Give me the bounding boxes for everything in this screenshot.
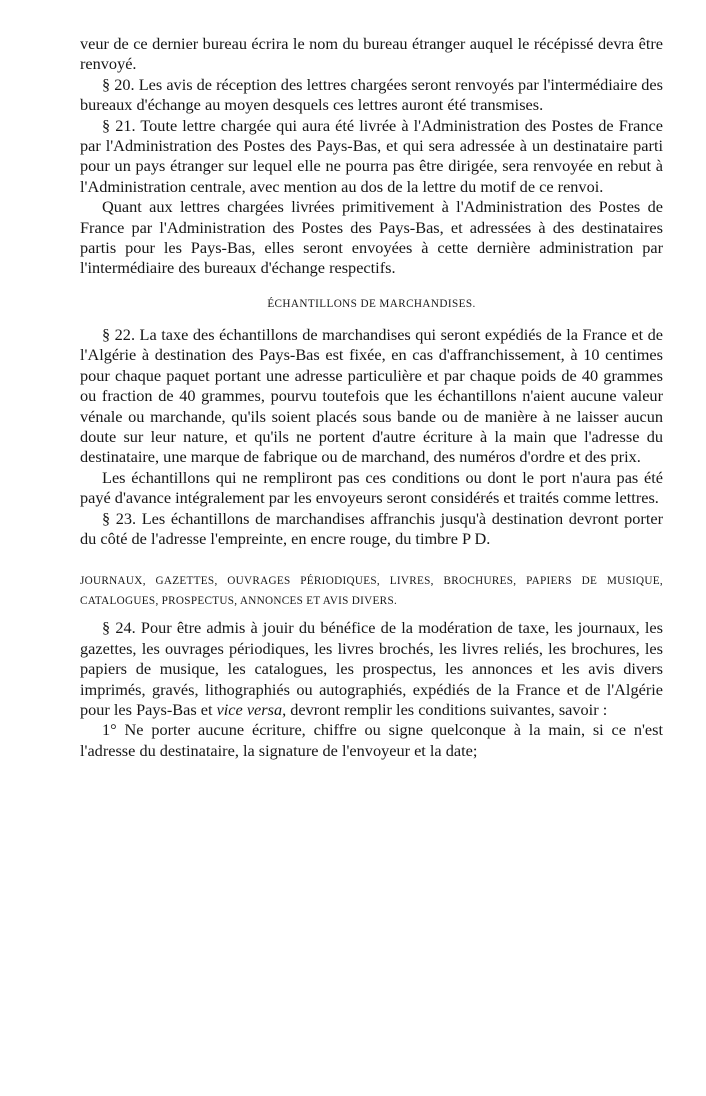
- paragraph-23: § 23. Les échantillons de marchandises affranchis jusqu'à destination devront porter du côté de l'adresse l'empreinte, en encre rouge, du timbre P D.: [80, 508, 663, 548]
- paragraph-24: [80, 618, 663, 720]
- paragraph-22-continued: Les échantillons qui ne rempliront pas ces conditions ou dont le port n'aura pas été payé d'avance intégralement par les envoyeurs seront considérés et traités comme lettres.: [80, 467, 663, 508]
- paragraph-24-item-1: 1° Ne porter aucune écriture, chiffre ou signe quelconque à la main, si ce n'est l'adresse du destinataire, la signature de l'envoyeur et la date;: [80, 720, 663, 760]
- section-heading-journaux: JOURNAUX, GAZETTES, OUVRAGES PÉRIODIQUES, LIVRES, BROCHURES, PAPIERS DE MUSIQUE, CATALOGUES, PROSPECTUS, ANNONCES ET AVIS DIVERS.: [80, 575, 663, 608]
- document-page: [80, 34, 663, 761]
- section-heading-echantillons: ÉCHANTILLONS DE MARCHANDISES.: [267, 297, 476, 310]
- paragraph-21: § 21. Toute lettre chargée qui aura été livrée à l'Administration des Postes de France par l'Administration des Postes des Pays-Bas, et qui sera adressée à un destinataire parti pour un pays étranger sur lequel elle ne pourra pas être dirigée, sera renvoyée en rebut à l'Administration centrale, avec mention au dos de la lettre du motif de ce renvoi.: [80, 115, 663, 196]
- paragraph-22: § 22. La taxe des échantillons de marchandises qui seront expédiés de la France et de l'Algérie à destination des Pays-Bas est fixée, en cas d'affranchissement, à 10 centimes pour chaque paquet portant une adresse particulière et par chaque poids de 40 grammes ou fraction de 40 grammes, pourvu toutefois que les échantillons n'aient aucune valeur vénale ou marchande, qu'ils soient placés sous bande ou de manière à ne laisser aucun doute sur leur nature, et qu'ils ne portent d'autre écriture à la main que l'adresse du destinataire, une marque de fabrique ou de marchand, des numéros d'ordre et des prix.: [80, 324, 663, 467]
- paragraph-continuation: veur de ce dernier bureau écrira le nom du bureau étranger auquel le récépissé devra être renvoyé.: [80, 34, 663, 74]
- paragraph-21-continued: Quant aux lettres chargées livrées primitivement à l'Administration des Postes de France par l'Administration des Postes des Pays-Bas, et adressées à des destinataires partis pour les Pays-Bas, elles seront envoyées à cette dernière administration par l'intermédiaire des bureaux d'échange respectifs.: [80, 197, 663, 278]
- paragraph-24-text: § 24. Pour être admis à jouir du bénéfice de la modération de taxe, les journaux, les gazettes, les ouvrages périodiques, les livres brochés, les livres reliés, les brochures, les papiers de musique, les catalogues, les prospectus, les annonces et les avis divers imprimés, gravés, lithographiés ou autographiés, expédiés de la France et de l'Algérie pour les Pays-Bas et: [80, 618, 663, 719]
- paragraph-20: § 20. Les avis de réception des lettres chargées seront renvoyés par l'intermédiaire des bureaux d'échange au moyen desquels ces lettres auront été transmises.: [80, 74, 663, 115]
- paragraph-24-text-end: , devront remplir les conditions suivantes, savoir :: [282, 699, 608, 719]
- paragraph-24-italic: vice versa: [216, 699, 283, 719]
